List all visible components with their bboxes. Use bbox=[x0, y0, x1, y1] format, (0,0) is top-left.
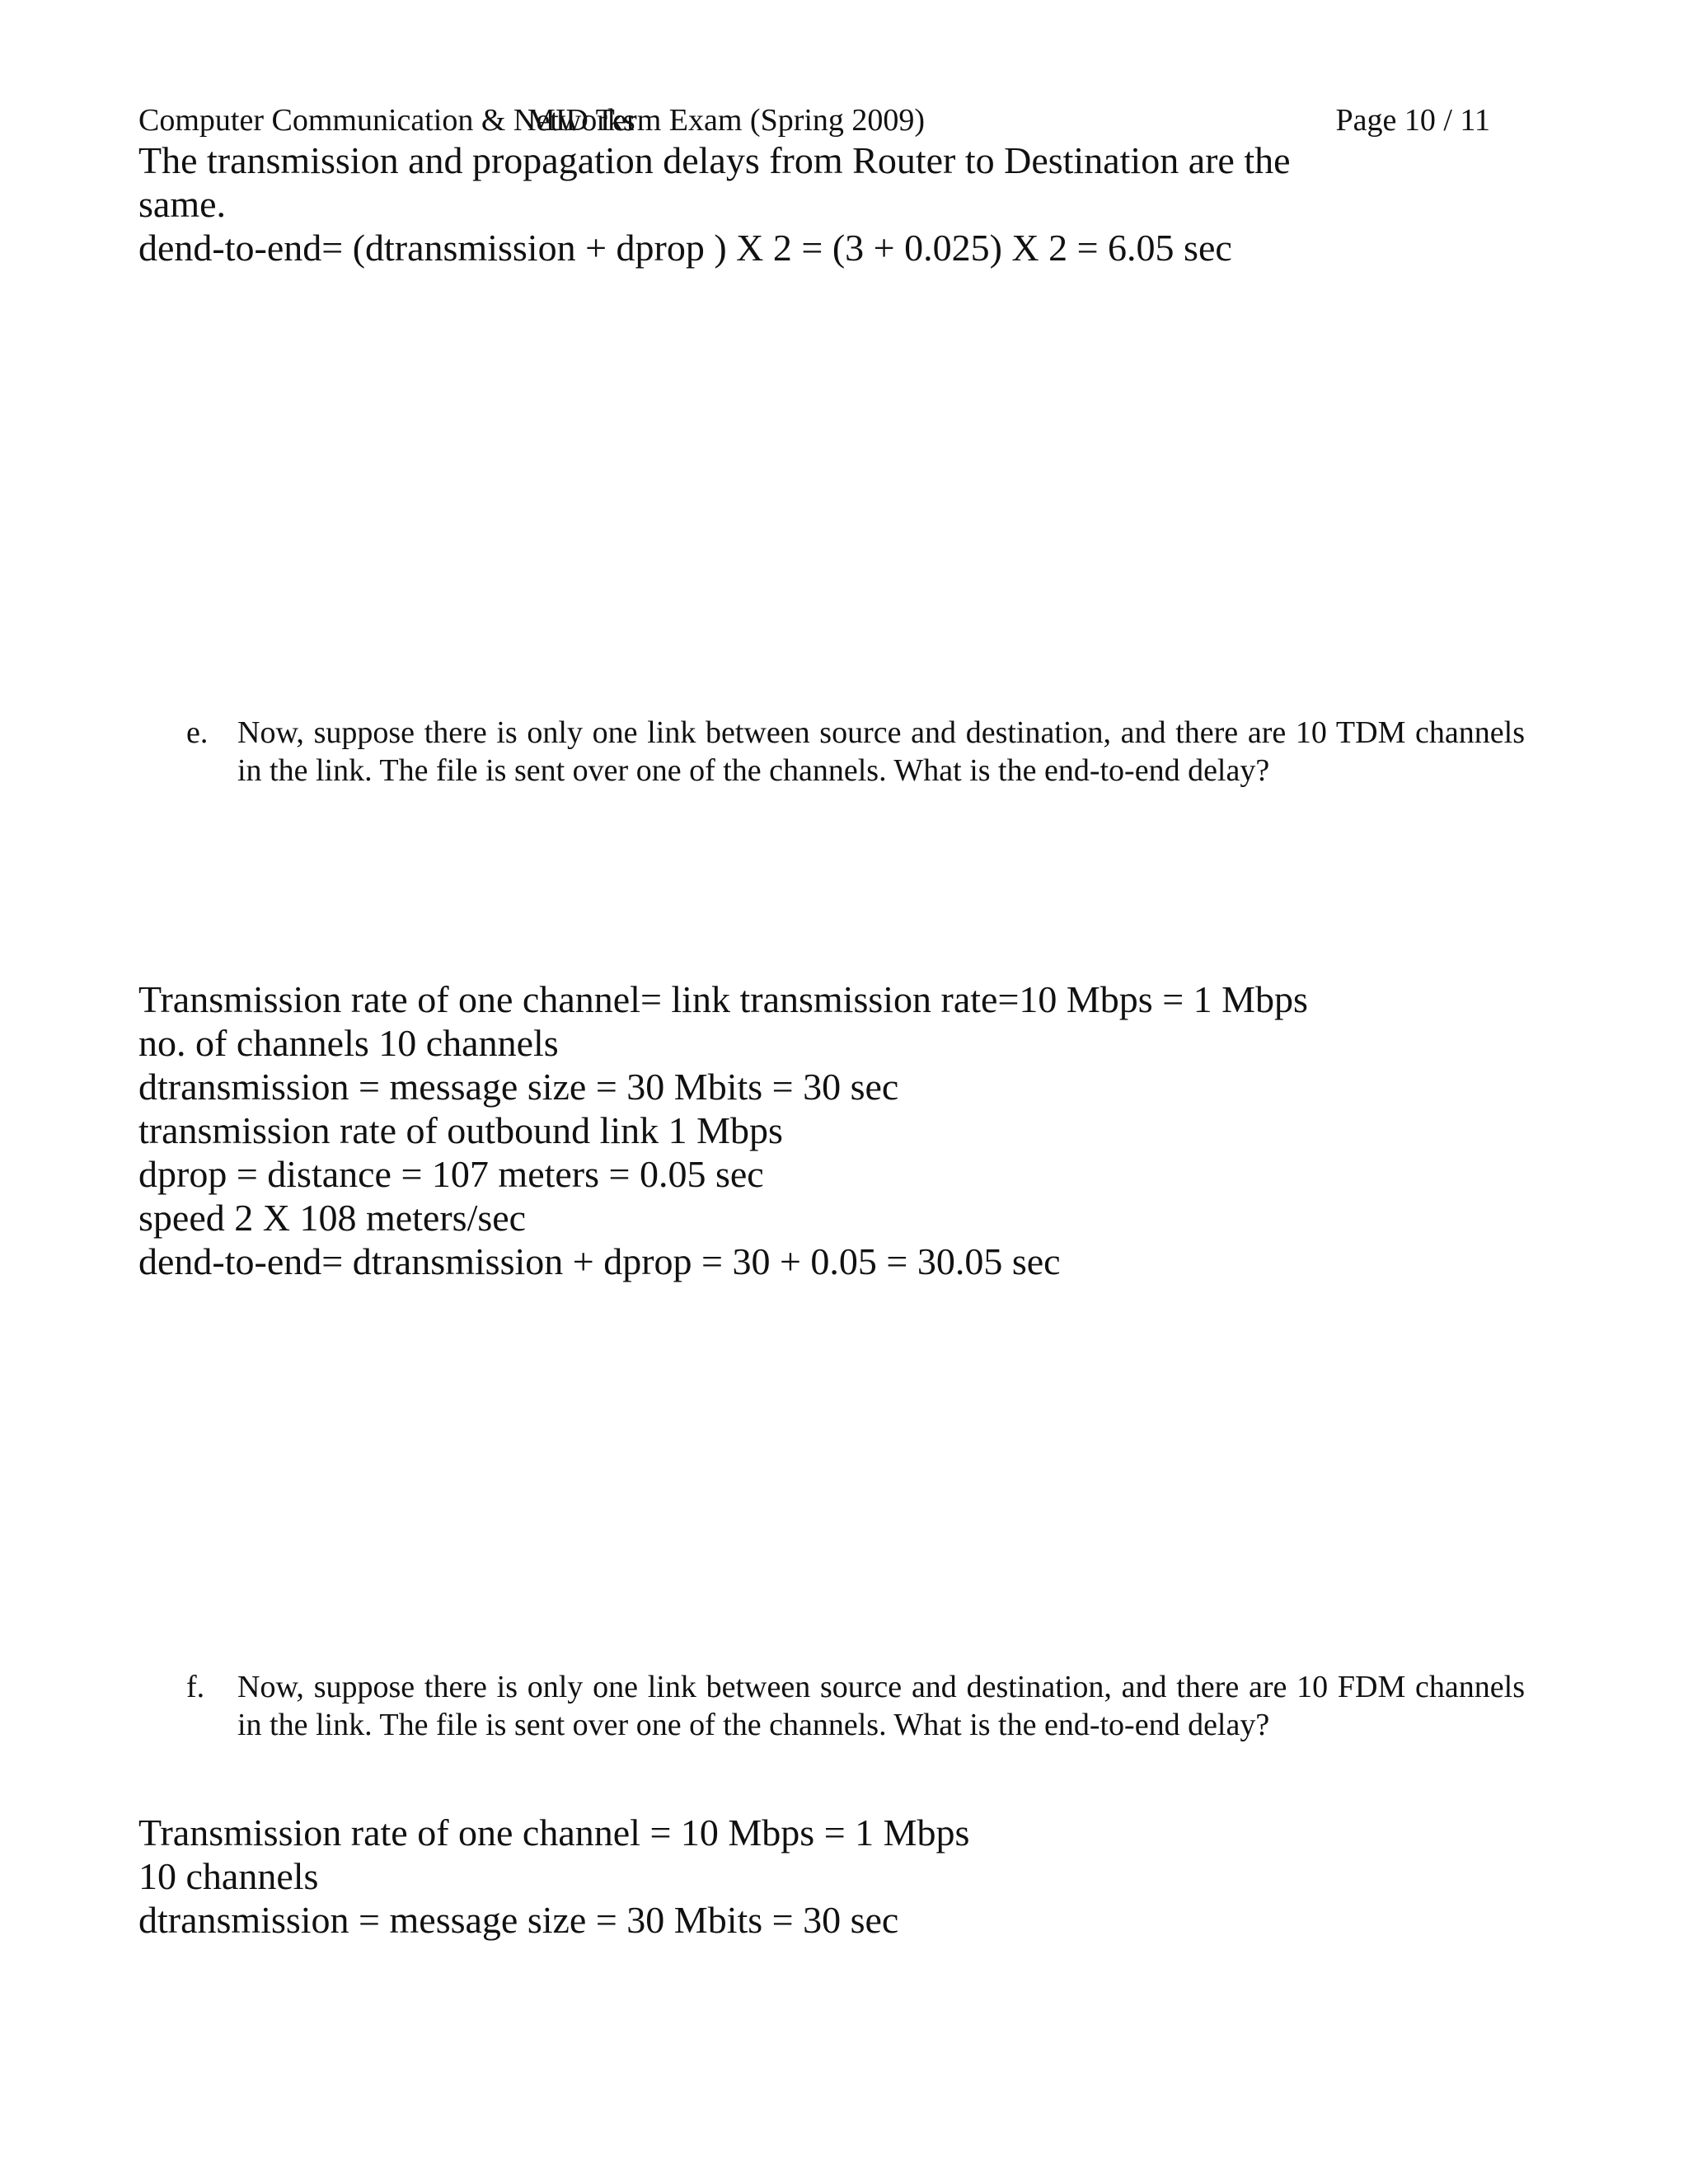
question-e bbox=[186, 714, 1525, 790]
answer-e-line-2: no. of channels 10 channels bbox=[138, 1022, 559, 1064]
question-f-label: f. bbox=[186, 1670, 205, 1704]
course-title: Computer Communication & Networks bbox=[138, 103, 635, 138]
answer-f-line-3: dtransmission = message size = 30 Mbits = 30 sec bbox=[138, 1899, 899, 1941]
question-e-text: Now, suppose there is only one link between source and destination, and there are 10 TDM channels in the link. The file is sent over one of the channels. What is the end-to-end delay? bbox=[237, 715, 1525, 788]
question-f-text: Now, suppose there is only one link between source and destination, and there are 10 FDM channels in the link. The file is sent over one of the channels. What is the end-to-end delay? bbox=[237, 1670, 1525, 1742]
answer-e-line-5: dprop = distance = 107 meters = 0.05 sec bbox=[138, 1153, 764, 1195]
page-number: Page 10 / 11 bbox=[1335, 103, 1490, 138]
answer-e-line-4: transmission rate of outbound link 1 Mbps bbox=[138, 1109, 783, 1151]
intro-line-1: The transmission and propagation delays from Router to Destination are the bbox=[138, 139, 1291, 181]
question-f bbox=[186, 1668, 1525, 1744]
answer-e-line-6: speed 2 X 108 meters/sec bbox=[138, 1197, 527, 1239]
answer-e-line-7: dend-to-end= dtransmission + dprop = 30 + 0.05 = 30.05 sec bbox=[138, 1240, 1061, 1282]
answer-e-line-1: Transmission rate of one channel= link transmission rate=10 Mbps = 1 Mbps bbox=[138, 978, 1308, 1020]
intro-line-2: same. bbox=[138, 183, 227, 225]
answer-e-line-3: dtransmission = message size = 30 Mbits = 30 sec bbox=[138, 1066, 899, 1108]
page-header bbox=[138, 99, 1490, 142]
answer-f-line-2: 10 channels bbox=[138, 1855, 319, 1897]
intro-equation: dend-to-end= (dtransmission + dprop ) X 2 = (3 + 0.025) X 2 = 6.05 sec bbox=[138, 227, 1232, 269]
question-e-label: e. bbox=[186, 715, 209, 750]
answer-f-line-1: Transmission rate of one channel = 10 Mbps = 1 Mbps bbox=[138, 1811, 970, 1854]
exam-title: MID Term Exam (Spring 2009) bbox=[527, 103, 926, 138]
